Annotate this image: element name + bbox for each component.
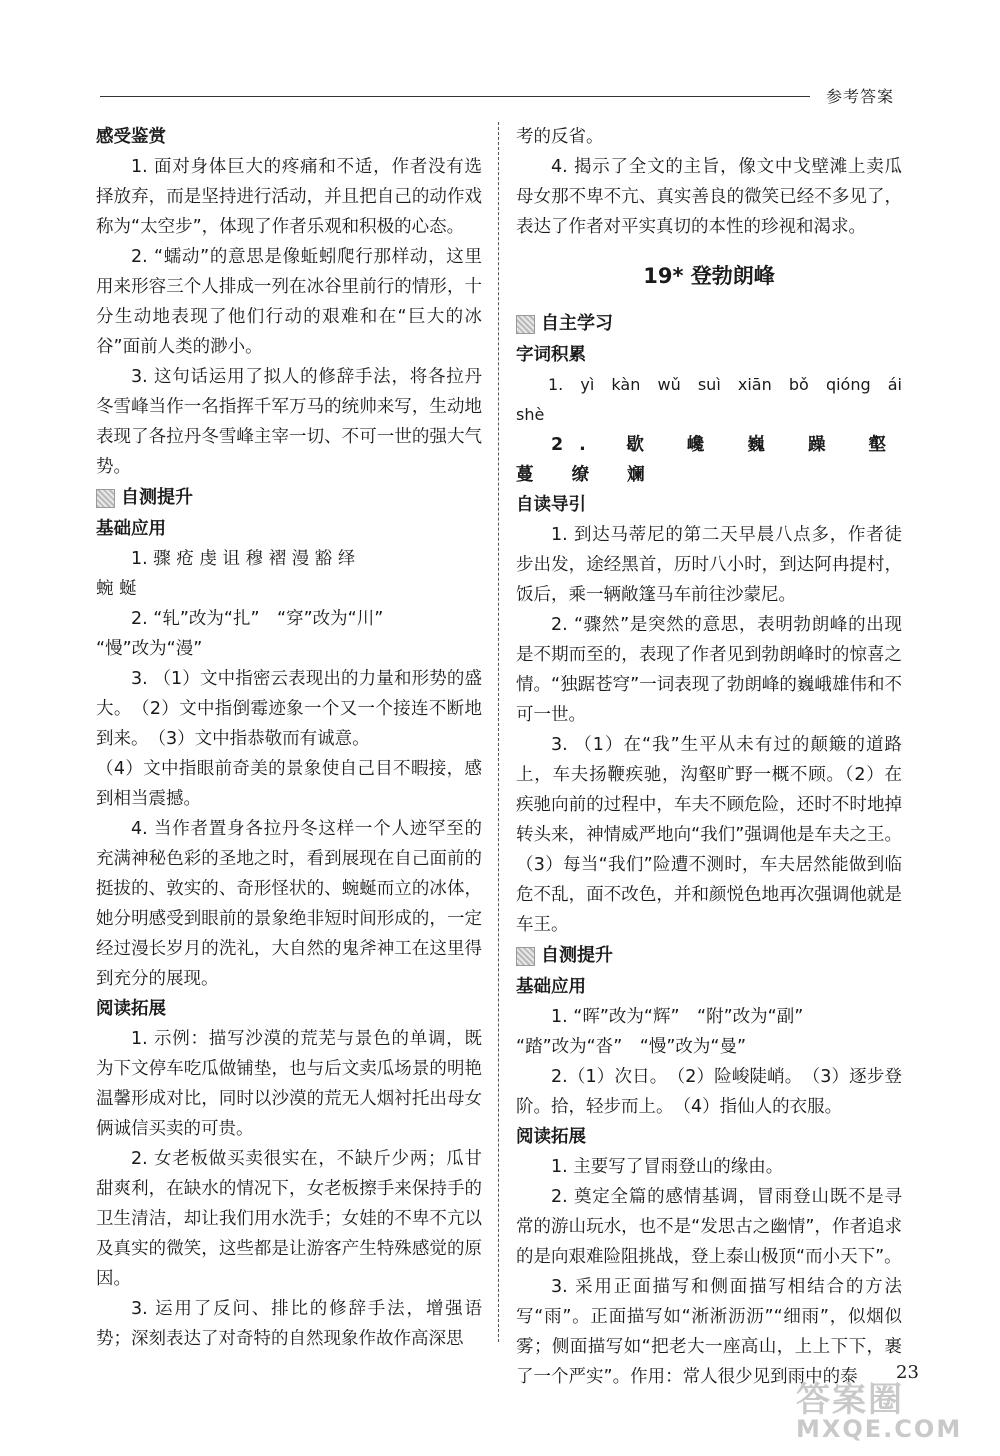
section-self-test xyxy=(516,940,902,972)
answer-paragraph: 3. 运用了反问、排比的修辞手法，增强语势；深刻表达了对奇特的自然现象作故作高深思 xyxy=(96,1299,482,1349)
answer-paragraph: 1. 骤 疮 虔 诅 穆 褶 漫 豁 绎 xyxy=(131,549,356,569)
answer-paragraph: 考的反省。 xyxy=(516,127,604,147)
section-self-test xyxy=(96,482,482,514)
right-column xyxy=(516,122,902,1392)
answer-paragraph: 1. 主要写了冒雨登山的缘由。 xyxy=(551,1157,784,1177)
heading-reading: 阅读拓展 xyxy=(516,1127,586,1147)
section-title: 自测提升 xyxy=(541,945,613,966)
answer-paragraph: 1. 面对身体巨大的疼痛和不适，作者没有选择放弃，而是坚持进行活动，并且把自己的动作戏称为“太空步”，体现了作者乐观和积极的心态。 xyxy=(96,157,482,237)
section-title: 自测提升 xyxy=(121,487,193,508)
answer-paragraph: 2. 女老板做买卖很实在，不缺斤少两；瓜甘甜爽利，在缺水的情况下，女老板擦手来保持手的卫生清洁，却让我们用水洗手；女娃的不卑不亢以及真实的微笑，这些都是让游客产生特殊感觉的原因。 xyxy=(96,1149,482,1289)
answer-paragraph: 蜿 蜒 xyxy=(96,579,137,599)
answer-paragraph: “慢”改为“漫” xyxy=(96,639,203,659)
answer-paragraph: 1. 到达马蒂尼的第二天早晨八点多，作者徒步出发，途经黑首，历时八小时，到达阿冉提村，饭后，乘一辆敞篷马车前往沙蒙尼。 xyxy=(516,525,902,605)
section-title: 自主学习 xyxy=(541,313,613,334)
answer-paragraph: 1. “晖”改为“辉” “附”改为“副” xyxy=(551,1007,804,1027)
left-column xyxy=(96,122,482,1354)
answer-paragraph: 1. 示例：描写沙漠的荒芜与景色的单调，既为下文停车吃瓜做铺垫，也与后文卖瓜场景的明艳温馨形成对比，同时以沙漠的荒无人烟衬托出母女俩诚信买卖的可贵。 xyxy=(96,1029,482,1139)
answer-paragraph: 2. “蠕动”的意思是像蚯蚓爬行那样动，这里用来形容三个人排成一列在冰谷里前行的情形，十分生动地表现了他们行动的艰难和在“巨大的冰谷”面前人类的渺小。 xyxy=(96,247,482,357)
heading-basic: 基础应用 xyxy=(516,977,586,997)
answer-paragraph: 2. 奠定全篇的感情基调，冒雨登山既不是寻常的游山玩水，也不是“发思古之幽情”，作者追求的是向艰难险阻挑战，登上泰山极顶“而小天下”。 xyxy=(516,1187,902,1267)
answer-paragraph: 4. 当作者置身各拉丹冬这样一个人迹罕至的充满神秘色彩的圣地之时，看到展现在自己面前的挺拔的、敦实的、奇形怪状的、蜿蜒而立的冰体，她分明感受到眼前的景象绝非短时间形成的，一定经过漫长岁月的洗礼，大自然的鬼斧神工在这里得到充分的展现。 xyxy=(96,819,482,989)
lesson-title: 19* 登勃朗峰 xyxy=(643,264,775,288)
watermark-url: MXQE.COM xyxy=(796,1415,963,1443)
watermark-logo xyxy=(796,1372,996,1452)
heading-guide: 自读导引 xyxy=(516,495,586,515)
section-marker-icon xyxy=(516,315,535,334)
answer-paragraph: 2. “轧”改为“扎” “穿”改为“川” xyxy=(131,609,384,629)
section-marker-icon xyxy=(96,489,115,508)
heading-appreciation: 感受鉴赏 xyxy=(96,127,166,147)
character-answers: 2. 歇 巉 巍 躁 壑 蔓 缭 斓 xyxy=(516,435,902,485)
answer-paragraph: （4）文中指眼前奇美的景象使自己目不暇接，感到相当震撼。 xyxy=(96,759,482,809)
section-self-study xyxy=(516,308,902,340)
page-number: 23 xyxy=(896,1362,919,1383)
answer-paragraph: 3. 采用正面描写和侧面描写相结合的方法写“雨”。正面描写如“淅淅沥沥”“细雨”，似烟似雾；侧面描写如“把老大一座高山，上上下下，裹了一个严实”。作用：常人很少见到雨中的泰 xyxy=(516,1277,902,1387)
answer-paragraph: 3. 这句话运用了拟人的修辞手法，将各拉丹冬雪峰当作一名指挥千军万马的统帅来写，生动地表现了各拉丹冬雪峰主宰一切、不可一世的强大气势。 xyxy=(96,367,482,477)
heading-vocabulary: 字词积累 xyxy=(516,345,586,365)
answer-paragraph: “踏”改为“沓” “慢”改为“曼” xyxy=(516,1037,747,1057)
header-title: 参考答案 xyxy=(826,87,895,106)
answer-paragraph: 4. 揭示了全文的主旨，像文中戈壁滩上卖瓜母女那不卑不亢、真实善良的微笑已经不多见了，表达了作者对平实真切的本性的珍视和渴求。 xyxy=(516,157,902,237)
heading-reading: 阅读拓展 xyxy=(96,999,166,1019)
header-rule xyxy=(100,96,810,97)
answer-paragraph: 2.（1）次日。 （2）险峻陡峭。 （3）逐步登阶。拾，轻步而上。 （4）指仙人的衣服。 xyxy=(516,1067,902,1117)
answer-paragraph: 2. “骤然”是突然的意思，表明勃朗峰的出现是不期而至的，表现了作者见到勃朗峰时的惊喜之情。“独踞苍穹”一词表现了勃朗峰的巍峨雄伟和不可一世。 xyxy=(516,615,902,725)
answer-paragraph: 3. （1）文中指密云表现出的力量和形势的盛大。 （2）文中指倒霉迹象一个又一个接连不断地到来。 （3）文中指恭敬而有诚意。 xyxy=(96,669,482,749)
answer-paragraph: 3. （1）在“我”生平从未有过的颠簸的道路上，车夫扬鞭疾驰，沟壑旷野一概不顾。（2）在疾驰向前的过程中，车夫不顾危险，还时不时地掉转头来，神情威严地向“我们”强调他是车夫之王。（3）每当“我们”险遭不测时，车夫居然能做到临危不乱，面不改色，并和颜悦色地再次强调他就是车王。 xyxy=(516,735,902,935)
watermark-text: 答案圈 xyxy=(796,1380,904,1420)
section-marker-icon xyxy=(516,947,535,966)
column-divider xyxy=(498,122,499,1342)
pinyin-answers: 1. yì kàn wǔ suì xiān bǒ qióng ái shè xyxy=(516,375,902,424)
heading-basic: 基础应用 xyxy=(96,519,166,539)
